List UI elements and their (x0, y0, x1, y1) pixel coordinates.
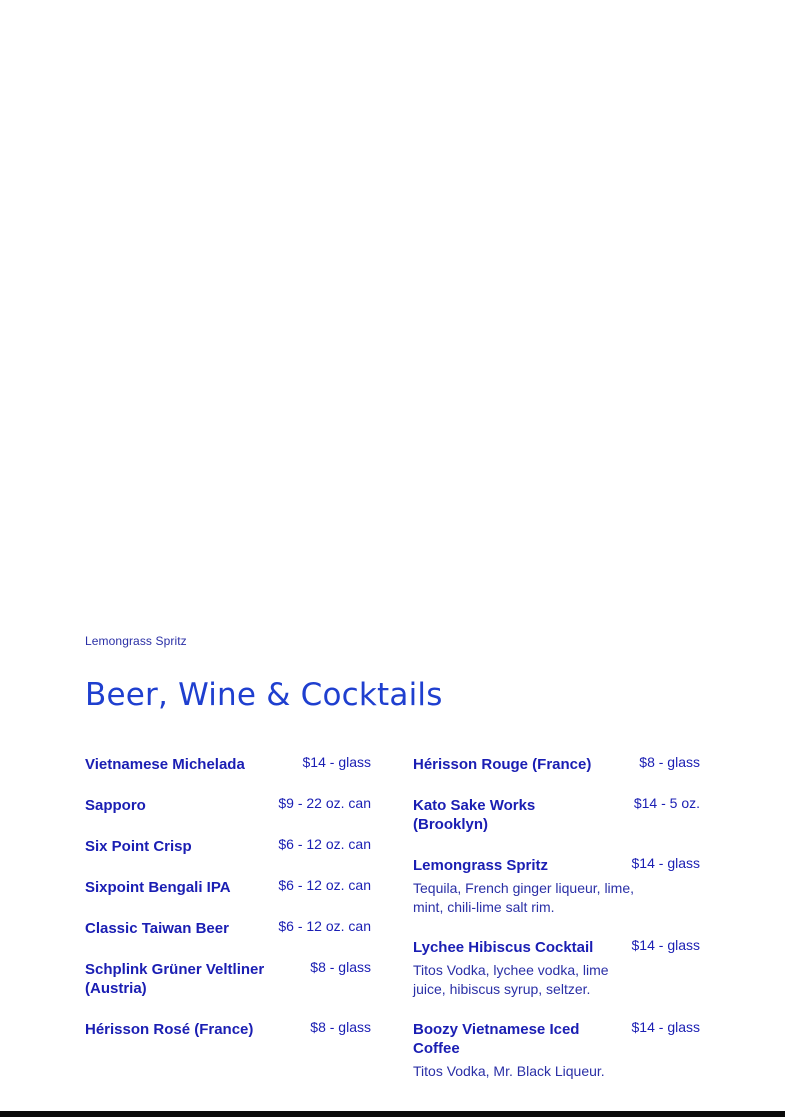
item-price: $9 - 22 oz. can (278, 795, 371, 811)
section-title: Beer, Wine & Cocktails (85, 677, 443, 713)
item-price: $8 - glass (310, 959, 371, 975)
item-price: $6 - 12 oz. can (278, 918, 371, 934)
menu-item (85, 876, 371, 897)
item-price: $8 - glass (639, 754, 700, 770)
item-name: Vietnamese Michelada (85, 756, 245, 773)
item-name: Lemongrass Spritz (413, 857, 549, 874)
item-name: Lychee Hibiscus Cocktail (413, 939, 594, 956)
item-name: Boozy Vietnamese Iced Coffee (413, 1021, 580, 1057)
menu-item (413, 936, 700, 998)
item-name: Kato Sake Works (Brooklyn) (413, 797, 536, 833)
item-price: $14 - glass (631, 1019, 700, 1035)
item-description: Tequila, French ginger liqueur, lime, mint, chili-lime salt rim. (413, 880, 635, 915)
item-price: $14 - glass (302, 754, 371, 770)
item-price: $8 - glass (310, 1019, 371, 1035)
item-name: Schplink Grüner Veltliner (Austria) (85, 961, 265, 997)
item-name: Six Point Crisp (85, 838, 192, 855)
menu-item (413, 1018, 700, 1081)
item-name: Sapporo (85, 797, 146, 814)
item-name: Classic Taiwan Beer (85, 920, 229, 937)
item-price: $14 - glass (631, 937, 700, 953)
menu-item (85, 1018, 371, 1039)
menu-item (85, 835, 371, 856)
menu-column-right (413, 753, 700, 1101)
menu-item (85, 958, 371, 998)
item-description: Titos Vodka, lychee vodka, lime juice, hibiscus syrup, seltzer. (413, 962, 609, 997)
bottom-bar (0, 1111, 785, 1117)
menu-item (413, 794, 700, 834)
item-name: Hérisson Rouge (France) (413, 756, 592, 773)
item-price: $14 - 5 oz. (633, 795, 700, 811)
item-price: $14 - glass (631, 855, 700, 871)
item-name: Sixpoint Bengali IPA (85, 879, 231, 896)
image-caption: Lemongrass Spritz (85, 634, 187, 648)
menu-item (85, 917, 371, 938)
item-description: Titos Vodka, Mr. Black Liqueur. (413, 1063, 605, 1079)
menu-item (85, 753, 371, 774)
item-price: $6 - 12 oz. can (278, 836, 371, 852)
item-name: Hérisson Rosé (France) (85, 1021, 254, 1038)
menu-item (413, 854, 700, 916)
menu-item (413, 753, 700, 774)
menu-item (85, 794, 371, 815)
item-price: $6 - 12 oz. can (278, 877, 371, 893)
menu-column-left (85, 753, 371, 1059)
